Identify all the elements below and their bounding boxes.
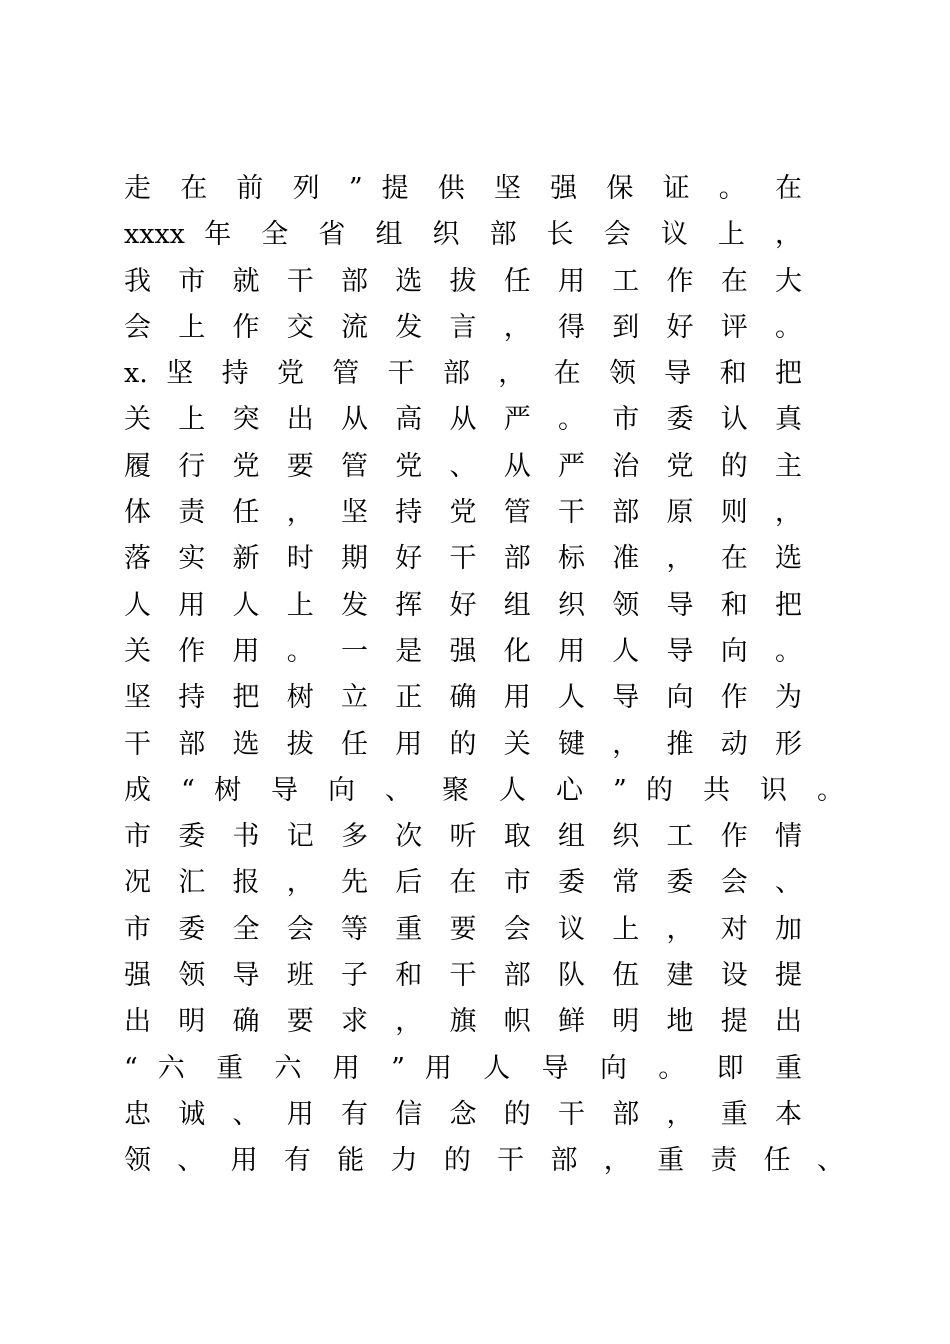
text-line: 市 委 书 记 多 次 听 取 组 织 工 作 情 xyxy=(124,821,802,853)
text-line: 走 在 前 列 ” 提 供 坚 强 保 证 。 在 xyxy=(124,173,802,204)
text-line: 会 上 作 交 流 发 言 ， 得 到 好 评 。 xyxy=(124,311,802,343)
text-line: “ 六 重 六 用 ” 用 人 导 向 。 即 重 xyxy=(124,1052,802,1084)
text-line: xxxx 年 全 省 组 织 部 长 会 议 上 ， xyxy=(124,219,802,251)
text-line: 我 市 就 干 部 选 拔 任 用 工 作 在 大 xyxy=(124,265,802,297)
text-line: 出 明 确 要 求 ， 旗 帜 鲜 明 地 提 出 xyxy=(124,1006,802,1038)
text-line: 忠 诚 、 用 有 信 念 的 干 部 ， 重 本 xyxy=(124,1098,802,1130)
text-line: 落 实 新 时 期 好 干 部 标 准 ， 在 选 xyxy=(124,543,802,575)
text-line: x. 坚 持 党 管 干 部 ， 在 领 导 和 把 xyxy=(124,358,802,390)
text-line: 强 领 导 班 子 和 干 部 队 伍 建 设 提 xyxy=(124,960,802,992)
text-line: 关 上 突 出 从 高 从 严 。 市 委 认 真 xyxy=(124,404,802,436)
text-line: 市 委 全 会 等 重 要 会 议 上 ， 对 加 xyxy=(124,913,802,945)
text-line: 人 用 人 上 发 挥 好 组 织 领 导 和 把 xyxy=(124,589,802,621)
text-line: 坚 持 把 树 立 正 确 用 人 导 向 作 为 xyxy=(124,682,802,714)
text-line: 关 作 用 。 一 是 强 化 用 人 导 向 。 xyxy=(124,635,802,667)
text-line: 成 “ 树 导 向 、 聚 人 心 ” 的 共 识 。 xyxy=(124,774,844,806)
body-text xyxy=(124,166,844,1185)
text-line: 履 行 党 要 管 党 、 从 严 治 党 的 主 xyxy=(124,450,802,482)
text-line: 干 部 选 拔 任 用 的 关 键 ， 推 动 形 xyxy=(124,728,802,760)
text-line: 况 汇 报 ， 先 后 在 市 委 常 委 会 、 xyxy=(124,867,802,899)
text-line: 领 、 用 有 能 力 的 干 部 ， 重 责 任 、 xyxy=(124,1145,844,1177)
text-line: 体 责 任 ， 坚 持 党 管 干 部 原 则 ， xyxy=(124,497,802,529)
